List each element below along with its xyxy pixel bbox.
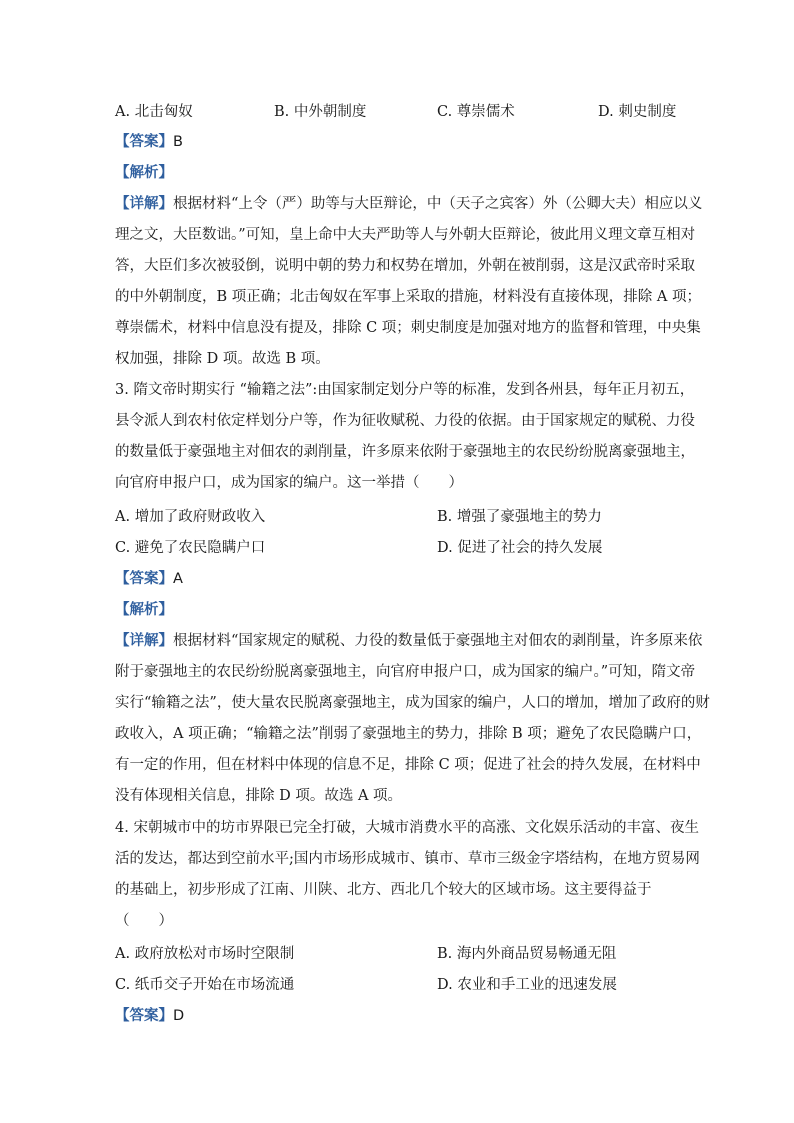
- q4-stem-line: 4. 宋朝城市中的坊市界限已完全打破，大城市消费水平的高涨、文化娱乐活动的丰富、夜生: [115, 820, 699, 836]
- q2-option-d: D. 刺史制度: [598, 104, 677, 120]
- q3-stem-line: 3. 隋文帝时期实行 “输籍之法”:由国家制定划分户等的标准，发到各州县，每年正月初五，: [115, 382, 695, 398]
- detail-text: 根据材料“国家规定的赋税、力役的数量低于豪强地主对佃农的剥削量，许多原来依: [173, 633, 703, 649]
- q3-stem-line: 的数量低于豪强地主对佃农的剥削量，许多原来依附于豪强地主的农民纷纷脱离豪强地主，: [115, 444, 695, 460]
- q3-option-d: D. 促进了社会的持久发展: [437, 540, 603, 556]
- q4-option-c: C. 纸币交子开始在市场流通: [115, 977, 295, 993]
- q2-option-c: C. 尊崇儒术: [437, 104, 515, 120]
- q3-detail-line: 附于豪强地主的农民纷纷脱离豪强地主，向官府申报户口，成为国家的编户。”可知，隋文帝: [115, 664, 696, 680]
- q4-option-d: D. 农业和手工业的迅速发展: [437, 977, 617, 993]
- answer-tag: 【答案】: [115, 1008, 173, 1024]
- q2-detail-line: 权加强，排除 D 项。故选 B 项。: [115, 351, 330, 367]
- analysis-tag: 【解析】: [115, 602, 173, 618]
- answer-tag: 【答案】: [115, 571, 173, 587]
- q3-stem-line: 向官府申报户口，成为国家的编户。这一举措（ ）: [115, 475, 463, 491]
- detail-text: 根据材料“上令（严）助等与大臣辩论，中（天子之宾客）外（公卿大夫）相应以义: [173, 196, 703, 212]
- q3-detail-line: 政收入，A 项正确；“输籍之法”削弱了豪强地主的势力，排除 B 项；避免了农民隐瞒户口，: [115, 726, 702, 742]
- q2-option-a: A. 北击匈奴: [115, 104, 193, 120]
- q2-detail-line: 理之文，大臣数诎。”可知，皇上命中大夫严助等人与外朝大臣辩论，彼此用义理文章互相对: [115, 227, 696, 243]
- q4-option-a: A. 政府放松对市场时空限制: [115, 946, 295, 962]
- q3-answer-line: [115, 569, 183, 589]
- q2-answer-line: [115, 132, 183, 152]
- q4-stem-line: （ ）: [115, 913, 173, 929]
- answer-value: A: [173, 571, 183, 587]
- detail-tag: 【详解】: [115, 196, 173, 212]
- q4-option-b: B. 海内外商品贸易畅通无阻: [437, 946, 617, 962]
- answer-value: B: [173, 134, 183, 150]
- q2-detail-line: 的中外朝制度，B 项正确；北击匈奴在军事上采取的措施，材料没有直接体现，排除 A 项；: [115, 289, 701, 305]
- q4-stem-line: 的基础上，初步形成了江南、川陕、北方、西北几个较大的区域市场。这主要得益于: [115, 882, 652, 898]
- q3-detail-line: 没有体现相关信息，排除 D 项。故选 A 项。: [115, 788, 403, 804]
- q3-detail-line: 有一定的作用，但在材料中体现的信息不足，排除 C 项；促进了社会的持久发展，在材料中: [115, 757, 701, 773]
- q3-detail-line: [115, 631, 703, 651]
- q3-detail-line: 实行“输籍之法”，使大量农民脱离豪强地主，成为国家的编户，人口的增加，增加了政府的财: [115, 695, 710, 711]
- answer-value: D: [173, 1008, 185, 1024]
- detail-tag: 【详解】: [115, 633, 173, 649]
- q3-option-a: A. 增加了政府财政收入: [115, 509, 266, 525]
- q2-detail-line: [115, 194, 703, 214]
- answer-tag: 【答案】: [115, 134, 173, 150]
- q2-detail-line: 答，大臣们多次被驳倒，说明中朝的势力和权势在增加，外朝在被削弱，这是汉武帝时采取: [115, 258, 695, 274]
- q2-detail-line: 尊崇儒术，材料中信息没有提及，排除 C 项；刺史制度是加强对地方的监督和管理，中央集: [115, 320, 701, 336]
- q3-option-b: B. 增强了豪强地主的势力: [437, 509, 602, 525]
- analysis-tag: 【解析】: [115, 165, 173, 181]
- q2-analysis-heading: [115, 163, 173, 183]
- q3-analysis-heading: [115, 600, 173, 620]
- q3-stem-line: 县令派人到农村依定样划分户等，作为征收赋税、力役的依据。由于国家规定的赋税、力役: [115, 413, 695, 429]
- q3-option-c: C. 避免了农民隐瞒户口: [115, 540, 266, 556]
- q2-option-b: B. 中外朝制度: [274, 104, 367, 120]
- q4-answer-line: [115, 1006, 184, 1026]
- q4-stem-line: 活的发达，都达到空前水平;国内市场形成城市、镇市、草市三级金字塔结构，在地方贸易网: [115, 851, 700, 867]
